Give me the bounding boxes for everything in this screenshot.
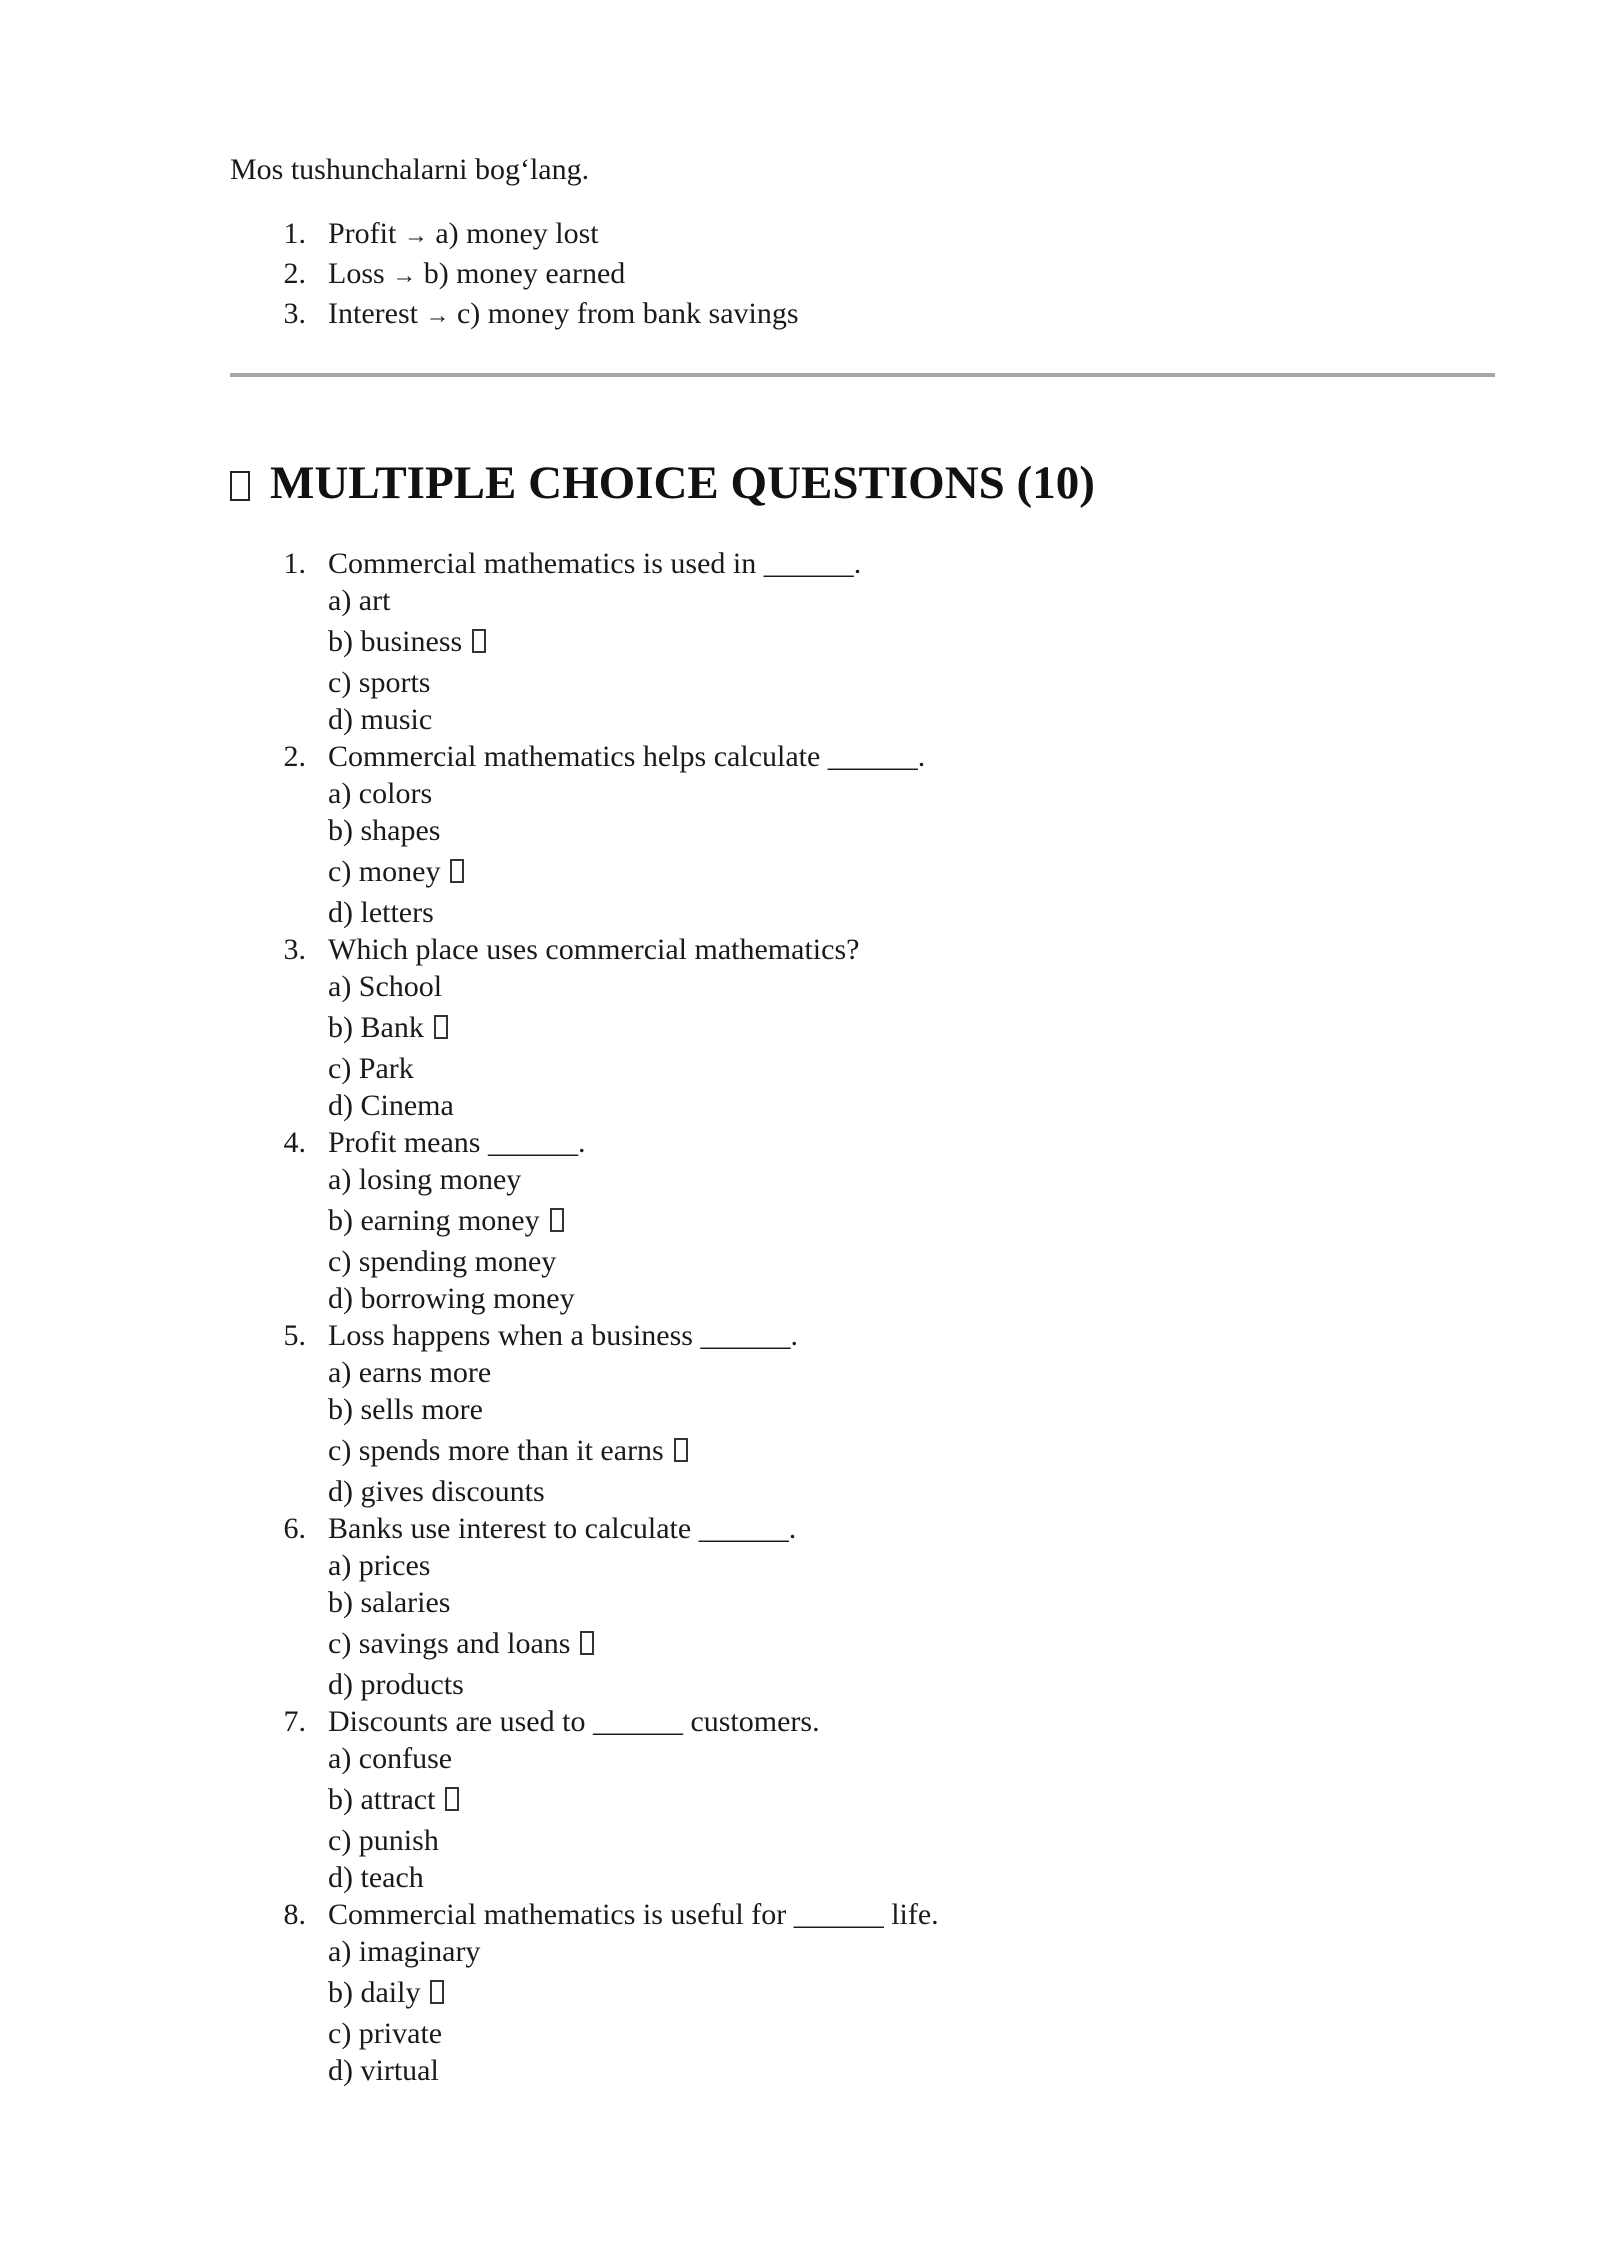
question-text: 5. Loss happens when a business ______.	[230, 1317, 1495, 1354]
answer-option: d) products	[328, 1668, 464, 1701]
missing-glyph-icon	[430, 1980, 444, 2004]
question-item	[230, 1124, 1495, 1317]
answer-option: c) savings and loans	[230, 1621, 1495, 1666]
matching-term: Loss	[328, 257, 385, 290]
options-list	[230, 775, 1495, 931]
question-text: 2. Commercial mathematics helps calculate ______.	[230, 738, 1495, 775]
answer-option: a) colors	[328, 777, 433, 810]
item-number: 1.	[283, 217, 306, 250]
answer-option: b) earning money	[230, 1198, 1495, 1243]
question-number: 6.	[283, 1512, 306, 1545]
missing-glyph-icon	[230, 471, 250, 501]
matching-item	[230, 215, 1495, 255]
missing-glyph-icon	[434, 1015, 448, 1039]
item-number: 2.	[283, 257, 306, 290]
section-title-text: MULTIPLE CHOICE QUESTIONS (10)	[270, 457, 1095, 509]
question-item	[230, 738, 1495, 931]
question-item	[230, 1896, 1495, 2089]
options-list	[230, 1740, 1495, 1896]
question-text: 6. Banks use interest to calculate ______.	[230, 1510, 1495, 1547]
question-item	[230, 931, 1495, 1124]
matching-definition: c) money from bank savings	[456, 297, 799, 330]
options-list	[230, 1933, 1495, 2089]
answer-option: d) virtual	[328, 2054, 439, 2087]
item-number: 3.	[283, 297, 306, 330]
answer-option: b) business	[230, 619, 1495, 664]
matching-definition: b) money earned	[423, 257, 626, 290]
answer-option: d) borrowing money	[328, 1282, 575, 1315]
missing-glyph-icon	[450, 859, 464, 883]
question-number: 8.	[283, 1898, 306, 1931]
missing-glyph-icon	[550, 1208, 564, 1232]
answer-option: b) Bank	[230, 1005, 1495, 1050]
answer-option: b) salaries	[328, 1586, 451, 1619]
options-list	[230, 968, 1495, 1124]
section-divider	[230, 373, 1495, 377]
question-text: 8. Commercial mathematics is useful for ______ life.	[230, 1896, 1495, 1933]
answer-option: d) teach	[328, 1861, 424, 1894]
options-list	[230, 1354, 1495, 1510]
answer-option: a) confuse	[328, 1742, 453, 1775]
answer-option: b) attract	[230, 1777, 1495, 1822]
question-text: 7. Discounts are used to ______ customers.	[230, 1703, 1495, 1740]
answer-option: c) spends more than it earns	[230, 1428, 1495, 1473]
answer-option: a) earns more	[328, 1356, 492, 1389]
answer-option: a) art	[328, 584, 391, 617]
arrow-icon: →	[392, 263, 417, 289]
matching-term: Profit	[328, 217, 397, 250]
question-text: 4. Profit means ______.	[230, 1124, 1495, 1161]
matching-definition: a) money lost	[435, 217, 599, 250]
missing-glyph-icon	[580, 1631, 594, 1655]
answer-option: a) losing money	[328, 1163, 522, 1196]
answer-option: b) daily	[230, 1970, 1495, 2015]
question-number: 5.	[283, 1319, 306, 1352]
document-page	[230, 150, 1495, 2089]
question-item	[230, 1510, 1495, 1703]
question-item	[230, 545, 1495, 738]
answer-option: a) School	[328, 970, 443, 1003]
question-number: 1.	[283, 547, 306, 580]
instruction-text: Mos tushunchalarni bog‘lang.	[230, 153, 590, 186]
answer-option: c) Park	[328, 1052, 414, 1085]
question-item	[230, 1317, 1495, 1510]
mcq-list	[230, 545, 1495, 2089]
answer-option: d) gives discounts	[328, 1475, 545, 1508]
missing-glyph-icon	[445, 1787, 459, 1811]
missing-glyph-icon	[472, 629, 486, 653]
answer-option: d) letters	[328, 896, 434, 929]
answer-option: b) sells more	[328, 1393, 483, 1426]
answer-option: d) Cinema	[328, 1089, 454, 1122]
answer-option: a) imaginary	[328, 1935, 481, 1968]
matching-list	[230, 215, 1495, 335]
matching-item	[230, 255, 1495, 295]
arrow-icon: →	[403, 223, 428, 249]
section-title	[230, 455, 1495, 511]
question-number: 2.	[283, 740, 306, 773]
answer-option: c) spending money	[328, 1245, 557, 1278]
question-text: 3. Which place uses commercial mathematics?	[230, 931, 1495, 968]
question-number: 3.	[283, 933, 306, 966]
answer-option: c) punish	[328, 1824, 439, 1857]
missing-glyph-icon	[674, 1438, 688, 1462]
options-list	[230, 1161, 1495, 1317]
matching-item	[230, 295, 1495, 335]
answer-option: c) money	[230, 849, 1495, 894]
matching-term: Interest	[328, 297, 418, 330]
options-list	[230, 1547, 1495, 1703]
options-list	[230, 582, 1495, 738]
answer-option: c) sports	[328, 666, 431, 699]
answer-option: d) music	[328, 703, 433, 736]
answer-option: b) shapes	[328, 814, 441, 847]
question-number: 4.	[283, 1126, 306, 1159]
answer-option: a) prices	[328, 1549, 431, 1582]
answer-option: c) private	[328, 2017, 443, 2050]
arrow-icon: →	[425, 303, 450, 329]
question-item	[230, 1703, 1495, 1896]
question-number: 7.	[283, 1705, 306, 1738]
question-text: 1. Commercial mathematics is used in ______.	[230, 545, 1495, 582]
